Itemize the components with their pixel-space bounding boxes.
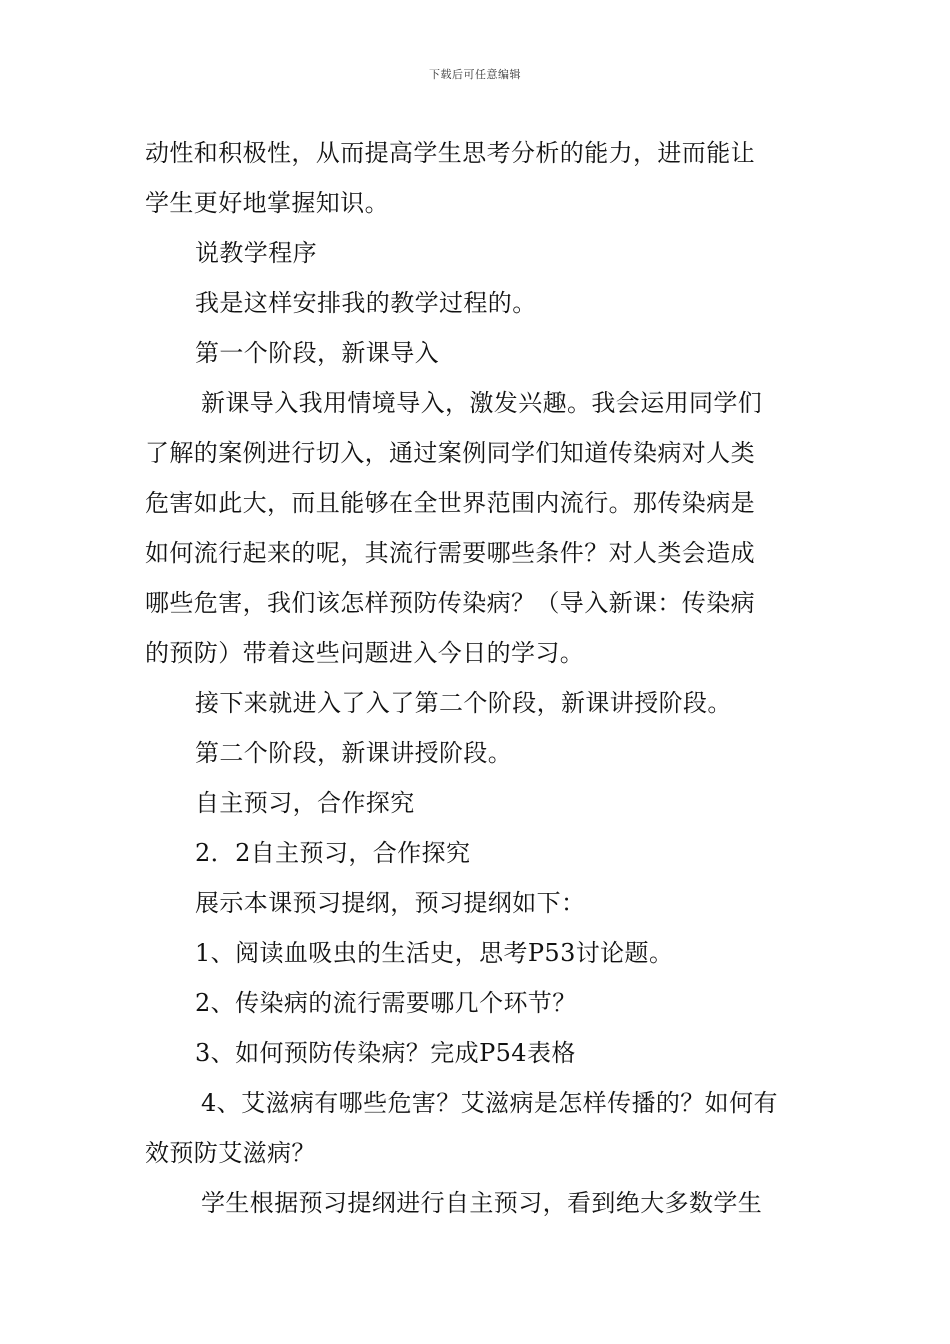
paragraph-line: 学生更好地掌握知识。 [145, 189, 389, 217]
paragraph-line: 哪些危害，我们该怎样预防传染病？（导入新课：传染病 [145, 589, 755, 617]
paragraph-line: 的预防）带着这些问题进入今日的学习。 [145, 639, 585, 667]
list-item: 1、阅读血吸虫的生活史，思考P53讨论题。 [195, 939, 674, 967]
subsection-heading: 自主预习，合作探究 [195, 789, 415, 817]
list-item-continuation: 效预防艾滋病？ [145, 1139, 316, 1167]
paragraph-line: 如何流行起来的呢，其流行需要哪些条件？对人类会造成 [145, 539, 755, 567]
list-item: 2、传染病的流行需要哪几个环节？ [195, 989, 577, 1017]
stage-heading: 第二个阶段，新课讲授阶段。 [195, 739, 513, 767]
paragraph-line: 新课导入我用情境导入，激发兴趣。我会运用同学们 [201, 389, 763, 417]
paragraph-line: 接下来就进入了入了第二个阶段，新课讲授阶段。 [195, 689, 732, 717]
paragraph-line: 展示本课预习提纲，预习提纲如下： [195, 889, 586, 917]
subsection-heading: 2．2自主预习，合作探究 [195, 839, 471, 867]
stage-heading: 第一个阶段，新课导入 [195, 339, 439, 367]
document-body [145, 128, 810, 1228]
section-heading: 说教学程序 [195, 239, 317, 267]
list-item: 4、艾滋病有哪些危害？艾滋病是怎样传播的？如何有 [201, 1089, 778, 1117]
paragraph-line: 学生根据预习提纲进行自主预习，看到绝大多数学生 [201, 1189, 763, 1217]
page-header: 下载后可任意编辑 [429, 68, 521, 81]
paragraph-line: 了解的案例进行切入，通过案例同学们知道传染病对人类 [145, 439, 755, 467]
list-item: 3、如何预防传染病？完成P54表格 [195, 1039, 576, 1067]
paragraph-line: 危害如此大，而且能够在全世界范围内流行。那传染病是 [145, 489, 755, 517]
paragraph-line: 我是这样安排我的教学过程的。 [195, 289, 537, 317]
paragraph-line: 动性和积极性，从而提高学生思考分析的能力，进而能让 [145, 139, 755, 167]
